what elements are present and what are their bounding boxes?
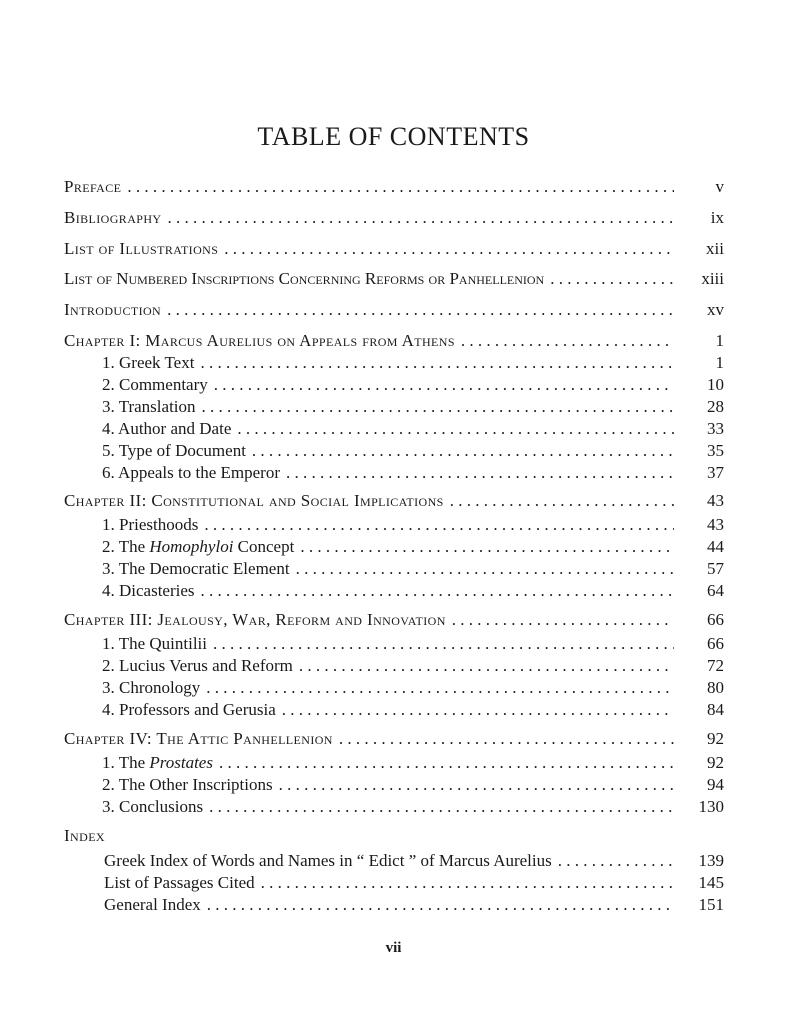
toc-entry-label: 2. The Other Inscriptions — [102, 775, 273, 794]
toc-entry-page: 64 — [707, 581, 724, 600]
toc-entry-label: List of Illustrations — [64, 239, 219, 258]
toc-entry-page: 130 — [698, 797, 724, 816]
toc-entry-label: 3. The Democratic Element — [102, 559, 290, 578]
toc-entry-page: 10 — [707, 375, 724, 394]
toc-entry-page: xiii — [701, 269, 724, 288]
toc-chapter-1 — [64, 330, 724, 352]
toc-entry-page: xii — [706, 239, 724, 258]
dot-leader — [237, 418, 674, 440]
toc-entry-page: 33 — [707, 419, 724, 438]
toc-entry-label: 2. The Homophyloi Concept — [102, 537, 295, 556]
dot-leader — [261, 872, 674, 894]
toc-entry-label: 5. Type of Document — [102, 441, 246, 460]
toc-section — [102, 536, 724, 558]
toc-entry-list-of-illustrations — [64, 238, 724, 260]
toc-entry-page: 43 — [707, 491, 724, 510]
toc-entry-list-of-numbered-inscriptions — [64, 268, 724, 290]
toc-entry-page: xv — [707, 300, 724, 319]
toc-entry-page: 44 — [707, 537, 724, 556]
toc-entry-page: 139 — [698, 851, 724, 870]
toc-entry-index — [64, 825, 724, 847]
toc-chapter-4 — [64, 728, 724, 750]
toc-entry-label: Bibliography — [64, 208, 162, 227]
toc-entry-label: 4. Professors and Gerusia — [102, 700, 276, 719]
toc-entry-page: 92 — [707, 729, 724, 748]
dot-leader — [206, 677, 674, 699]
dot-leader — [339, 728, 674, 750]
toc-section — [102, 752, 724, 774]
toc-entry-page: 84 — [707, 700, 724, 719]
toc-entry-label: 1. The Quintilii — [102, 634, 207, 653]
toc-chapter-3 — [64, 609, 724, 631]
dot-leader — [296, 558, 674, 580]
dot-leader — [224, 238, 674, 260]
toc-section — [102, 352, 724, 374]
toc-entry-label: Chapter II: Constitutional and Social Implications — [64, 491, 444, 510]
toc-entry-page: 28 — [707, 397, 724, 416]
toc-entry-label: General Index — [104, 895, 201, 914]
toc-entry-label: 2. Lucius Verus and Reform — [102, 656, 293, 675]
toc-entry-page: 1 — [715, 353, 724, 372]
dot-leader — [452, 609, 674, 631]
toc-entry-label: Greek Index of Words and Names in “ Edict ” of Marcus Aurelius — [104, 851, 552, 870]
toc-entry-label: 1. The Prostates — [102, 753, 213, 772]
toc-entry-label: 2. Commentary — [102, 375, 208, 394]
toc-entry-page: 66 — [707, 634, 724, 653]
toc-entry-label: Chapter IV: The Attic Panhellenion — [64, 729, 333, 748]
toc-section — [102, 655, 724, 677]
toc-index-entry — [104, 872, 724, 894]
toc-section — [102, 418, 724, 440]
toc-entry-page: ix — [710, 208, 724, 227]
toc-section — [102, 374, 724, 396]
toc-entry-label: Index — [64, 826, 105, 845]
dot-leader — [167, 207, 674, 229]
dot-leader — [204, 514, 674, 536]
toc-entry-page: 92 — [707, 753, 724, 772]
toc-entry-label: 6. Appeals to the Emperor — [102, 463, 280, 482]
toc-section — [102, 633, 724, 655]
toc-entry-label: 4. Dicasteries — [102, 581, 195, 600]
page-title: TABLE OF CONTENTS — [257, 122, 530, 151]
toc-section — [102, 440, 724, 462]
dot-leader — [252, 440, 674, 462]
toc-section — [102, 796, 724, 818]
toc-entry-label: Chapter I: Marcus Aurelius on Appeals from Athens — [64, 331, 455, 350]
toc-section — [102, 514, 724, 536]
toc-entry-page: 1 — [715, 331, 724, 350]
toc-entry-page: 35 — [707, 441, 724, 460]
toc-entry-label: 1. Priesthoods — [102, 515, 199, 534]
dot-leader — [200, 352, 674, 374]
dot-leader — [300, 536, 674, 558]
toc-entry-page: 151 — [698, 895, 724, 914]
toc-entry-introduction — [64, 299, 724, 321]
toc-entry-preface — [64, 176, 724, 198]
dot-leader — [219, 752, 674, 774]
toc-section — [102, 677, 724, 699]
dot-leader — [282, 699, 674, 721]
toc-entry-page: 80 — [707, 678, 724, 697]
page-number: vii — [385, 940, 402, 956]
dot-leader — [213, 633, 674, 655]
dot-leader — [450, 490, 674, 512]
toc-section — [102, 462, 724, 484]
dot-leader — [207, 894, 674, 916]
dot-leader — [286, 462, 674, 484]
toc-entry-page: 72 — [707, 656, 724, 675]
dot-leader — [299, 655, 674, 677]
toc-entry-page: 145 — [698, 873, 724, 892]
italic-term: Homophyloi — [149, 537, 234, 556]
toc-section — [102, 699, 724, 721]
toc-entry-page: 94 — [707, 775, 724, 794]
dot-leader — [558, 850, 674, 872]
toc-section — [102, 396, 724, 418]
dot-leader — [279, 774, 674, 796]
toc-entry-label: 3. Chronology — [102, 678, 201, 697]
toc-section — [102, 580, 724, 602]
toc-entry-page: 43 — [707, 515, 724, 534]
toc-entry-label: Introduction — [64, 300, 162, 319]
toc-entry-label: 3. Translation — [102, 397, 196, 416]
dot-leader — [167, 299, 674, 321]
toc-section — [102, 558, 724, 580]
toc-entry-page: 57 — [707, 559, 724, 578]
toc-index-entry — [104, 850, 724, 872]
dot-leader — [214, 374, 674, 396]
toc-entry-label: List of Passages Cited — [104, 873, 255, 892]
toc-entry-label: List of Numbered Inscriptions Concerning Reforms or Panhellenion — [64, 269, 545, 288]
dot-leader — [201, 580, 674, 602]
toc-entry-bibliography — [64, 207, 724, 229]
toc-section — [102, 774, 724, 796]
toc-entry-page: 37 — [707, 463, 724, 482]
dot-leader — [127, 176, 674, 198]
toc-entry-label: 1. Greek Text — [102, 353, 195, 372]
dot-leader — [550, 268, 674, 290]
toc-entry-label: Preface — [64, 177, 122, 196]
toc-entry-page: 66 — [707, 610, 724, 629]
dot-leader — [209, 796, 674, 818]
toc-entry-page: v — [715, 177, 724, 196]
dot-leader — [461, 330, 674, 352]
toc-chapter-2 — [64, 490, 724, 512]
toc-index-entry — [104, 894, 724, 916]
toc-entry-label: Chapter III: Jealousy, War, Reform and Innovation — [64, 610, 446, 629]
italic-term: Prostates — [149, 753, 213, 772]
toc-entry-label: 3. Conclusions — [102, 797, 204, 816]
toc-entry-label: 4. Author and Date — [102, 419, 232, 438]
dot-leader — [202, 396, 674, 418]
